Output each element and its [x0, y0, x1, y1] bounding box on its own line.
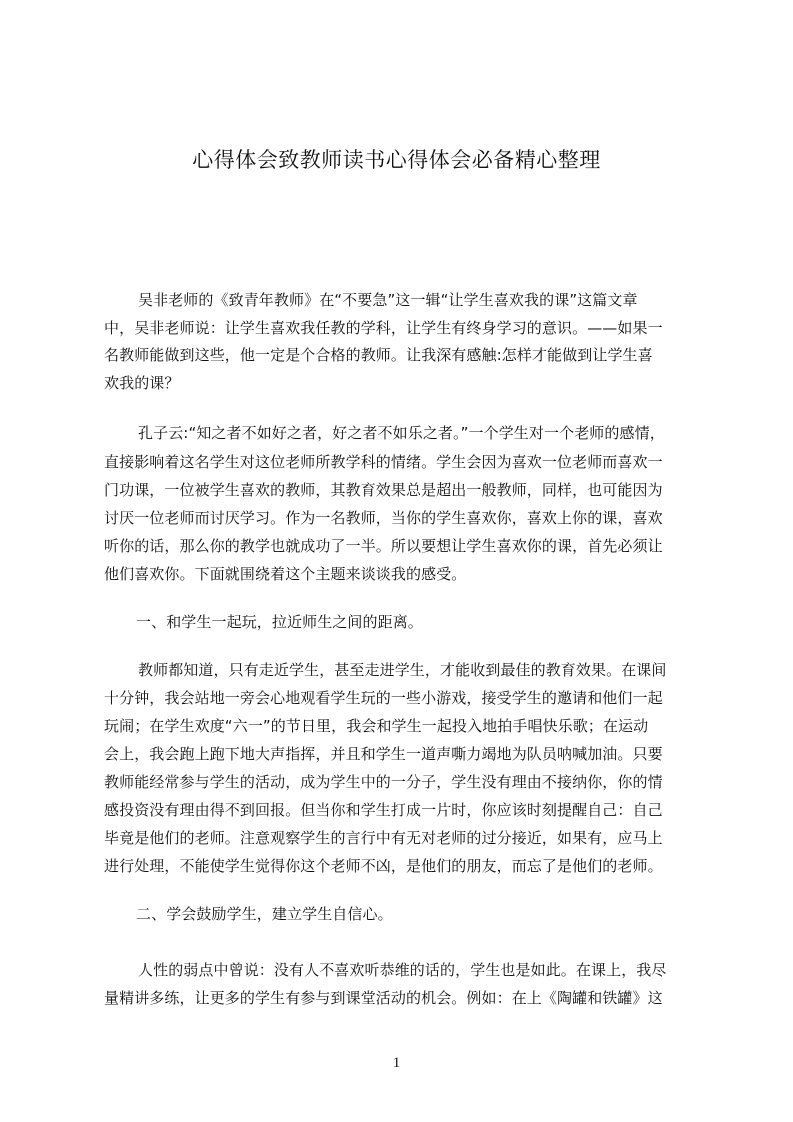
- paragraph-line: 教师能经常参与学生的活动，成为学生中的一分子，学生没有理由不接纳你，你的情: [104, 773, 663, 791]
- paragraph-line: 人性的弱点中曾说：没有人不喜欢听恭维的话的，学生也是如此。在课上，我尽: [138, 961, 667, 979]
- paragraph-line: 会上，我会跑上跑下地大声指挥，并且和学生一道声嘶力竭地为队员呐喊加油。只要: [104, 745, 663, 763]
- paragraph-line: 吴非老师的《致青年教师》在“不要急”这一辑“让学生喜欢我的课”这篇文章: [138, 291, 638, 309]
- paragraph-line: 进行处理，不能使学生觉得你这个老师不凶，是他们的朋友，而忘了是他们的老师。: [104, 857, 663, 875]
- section-heading: 二、学会鼓励学生，建立学生自信心。: [136, 905, 393, 923]
- paragraph-line: 孔子云:“知之者不如好之者，好之者不如乐之者。”一个学生对一个老师的感情，: [138, 424, 665, 442]
- paragraph-line: 讨厌一位老师而讨厌学习。作为一名教师，当你的学生喜欢你，喜欢上你的课，喜欢: [104, 509, 663, 527]
- paragraph-line: 门功课，一位被学生喜欢的教师，其教育效果总是超出一般教师，同样，也可能因为: [104, 481, 663, 499]
- paragraph-line: 教师都知道，只有走近学生，甚至走进学生，才能收到最佳的教育效果。在课间: [138, 661, 667, 679]
- paragraph-line: 玩闹；在学生欢度“六一”的节日里，我会和学生一起投入地拍手唱快乐歌；在运动: [104, 717, 649, 735]
- paragraph-line: 中，吴非老师说：让学生喜欢我任教的学科，让学生有终身学习的意识。——如果一: [104, 319, 663, 337]
- page-number: 1: [392, 1055, 401, 1071]
- paragraph-line: 直接影响着这名学生对这位老师所教学科的情绪。学生会因为喜欢一位老师而喜欢一: [104, 453, 663, 471]
- document-title: 心得体会致教师读书心得体会必备精心整理: [192, 148, 601, 172]
- paragraph-line: 量精讲多练，让更多的学生有参与到课堂活动的机会。例如：在上《陶罐和铁罐》这: [104, 989, 663, 1007]
- paragraph-line: 毕竟是他们的老师。注意观察学生的言行中有无对老师的过分接近，如果有，应马上: [104, 829, 663, 847]
- paragraph-line: 他们喜欢你。下面就围绕着这个主题来谈谈我的感受。: [104, 565, 467, 583]
- paragraph-line: 欢我的课？: [104, 374, 180, 392]
- paragraph-line: 名教师能做到这些，他一定是个合格的教师。让我深有感触:怎样才能做到让学生喜: [104, 346, 653, 364]
- paragraph-line: 感投资没有理由得不到回报。但当你和学生打成一片时，你应该时刻提醒自己：自己: [104, 801, 663, 819]
- paragraph-line: 听你的话，那么你的教学也就成功了一半。所以要想让学生喜欢你的课，首先必须让: [104, 537, 663, 555]
- section-heading: 一、和学生一起玩，拉近师生之间的距离。: [136, 613, 423, 631]
- paragraph-line: 十分钟，我会站地一旁会心地观看学生玩的一些小游戏，接受学生的邀请和他们一起: [104, 689, 663, 707]
